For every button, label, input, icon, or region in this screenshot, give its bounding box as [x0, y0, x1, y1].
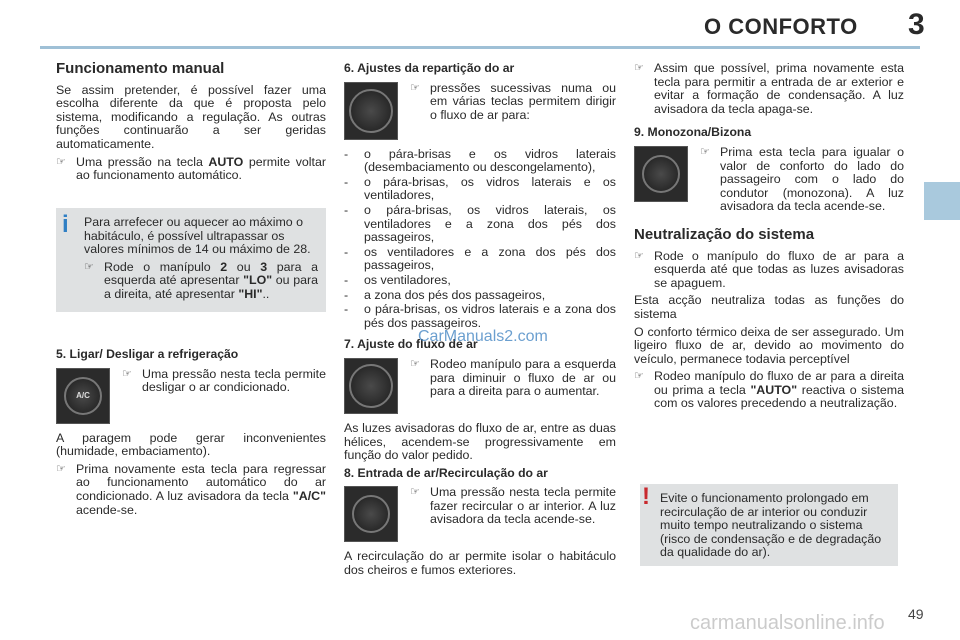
info-text: Para arrefecer ou aquecer ao máximo o habitáculo, é possível ultrapassar os valores mínimos de 14 ou máximo de 28.: [84, 215, 311, 257]
ac-label: A/C: [76, 390, 90, 400]
ac-control: A/C ☞ Uma pressão nesta tecla permite desligar o ar condicionado.: [56, 368, 326, 424]
list-item: - os ventiladores e a zona dos pés dos passageiros,: [344, 244, 616, 273]
header-rule: [40, 46, 920, 49]
air-flow-control: ☞ Rodeo manípulo para a esquerda para diminuir o fluxo de ar ou para a direita para o aumentar.: [344, 358, 616, 414]
monozone-control: ☞ Prima esta tecla para igualar o valor de conforto do lado do passageiro com o lado do condutor (monozona). A luz avisadora da tecla acende-se.: [634, 146, 904, 218]
air-flow-knob-image: [344, 358, 398, 414]
list-item: - a zona dos pés dos passageiros,: [344, 287, 546, 302]
air-distribution-image: [344, 82, 398, 140]
section-title-neutralization: Neutralização do sistema: [634, 225, 815, 243]
pointer-icon: ☞: [634, 249, 644, 262]
page-number: 49: [908, 606, 924, 622]
air-flow-paragraph: As luzes avisadoras do fluxo de ar, entre as duas hélices, acendem-se progressivamente em função do valor pedido.: [344, 420, 616, 463]
section-9-title: 9. Monozona/Bizona: [634, 125, 752, 140]
ac-button-image: [56, 368, 110, 424]
section-8-title: 8. Entrada de ar/Recirculação do ar: [344, 465, 548, 480]
pointer-icon: ☞: [122, 367, 132, 380]
column-1-lower: [56, 340, 326, 521]
ac-paragraph: A paragem pode gerar inconvenientes (humidade, embaciamento).: [56, 430, 326, 459]
info-bullet: ☞ Rode o manípulo 2 ou 3 para a esquerda até apresentar "LO" ou para a direita, até apresentar "HI"..: [84, 259, 319, 301]
recirculation-button-image: [344, 486, 398, 542]
pointer-icon: ☞: [410, 486, 420, 499]
section-5-title: 5. Ligar/ Desligar a refrigeração: [56, 347, 239, 361]
bullet-reactivate: ☞ Rodeo manípulo do fluxo de ar para a direita ou prima a tecla "AUTO" reactiva o sistema com os valores precedendo a neutralização.: [634, 369, 904, 411]
air-distribution-list: [344, 148, 616, 331]
pointer-icon: ☞: [634, 62, 644, 74]
watermark-mid: CarManuals2.com: [418, 328, 548, 345]
pointer-icon: ☞: [700, 145, 710, 158]
section-6-title: 6. Ajustes da repartição do ar: [344, 61, 515, 75]
column-3: [634, 62, 904, 415]
bullet-recirc-off: ☞ Assim que possível, prima novamente esta tecla para permitir a entrada de ar exterior e evitar a formação de condensação. A luz avisadora da tecla apaga-se.: [634, 61, 904, 116]
list-item: - os ventiladores,: [344, 272, 451, 287]
list-item: - o pára-brisas e os vidros laterais (desembaciamento ou descongelamento),: [344, 146, 616, 175]
list-item: - o pára-brisas, os vidros laterais e os ventiladores,: [344, 174, 616, 203]
section-7-title: 7. Ajuste do fluxo de ar: [344, 337, 478, 352]
warning-box: [640, 484, 898, 566]
pointer-icon: ☞: [410, 81, 420, 94]
pointer-icon: ☞: [56, 462, 66, 475]
bullet-neutralize: ☞ Rode o manípulo do fluxo de ar para a esquerda até que todas as luzes avisadoras se apaguem.: [634, 248, 904, 290]
bullet-auto: ☞ Uma pressão na tecla AUTO permite voltar ao funcionamento automático.: [56, 154, 326, 183]
chapter-title: O CONFORTO: [704, 14, 858, 39]
column-1: [56, 62, 326, 187]
info-box: [56, 208, 326, 312]
chapter-tab: [924, 182, 960, 220]
chapter-number: 3: [908, 8, 925, 41]
info-icon: i: [62, 211, 69, 238]
neutralize-paragraph-1: Esta acção neutraliza todas as funções do sistema: [634, 293, 904, 321]
column-2: [344, 62, 616, 581]
warning-text: Evite o funcionamento prolongado em recirculação de ar interior ou conduzir muito tempo neutralizando o sistema (risco de condensação e de degradação da qualidade do ar).: [660, 491, 882, 560]
list-item: - o pára-brisas, os vidros laterais e a zona dos pés dos passageiros.: [344, 302, 616, 330]
monozone-button-image: [634, 146, 688, 202]
neutralize-paragraph-2: O conforto térmico deixa de ser assegurado. Um ligeiro fluxo de ar, devido ao movimento do veículo, permanece todavia perceptível: [634, 324, 904, 366]
section-title-manual: Funcionamento manual: [56, 60, 225, 77]
bullet-ac-again: ☞ Prima novamente esta tecla para regressar ao funcionamento automático do ar condicionado. A luz avisadora da tecla "A/C" acende-se.: [56, 461, 326, 517]
pointer-icon: ☞: [410, 357, 420, 370]
recirculation-control: ☞ Uma pressão nesta tecla permite fazer recircular o ar interior. A luz avisadora da tecla acende-se.: [344, 486, 616, 542]
recirculation-paragraph: A recirculação do ar permite isolar o habitáculo dos cheiros e fumos exteriores.: [344, 549, 616, 577]
pointer-icon: ☞: [634, 370, 644, 383]
intro-paragraph: Se assim pretender, é possível fazer uma escolha diferente da que é proposta pelo sistema, modificando a regulação. As outras funções continuarão a ser geridas automaticamente.: [56, 82, 326, 151]
pointer-icon: ☞: [84, 260, 94, 273]
watermark-footer: carmanualsonline.info: [690, 612, 885, 634]
pointer-icon: ☞: [56, 155, 66, 168]
warning-icon: !: [642, 483, 650, 510]
list-item: - o pára-brisas, os vidros laterais, os ventiladores e a zona dos pés dos passageiros,: [344, 202, 616, 245]
air-distribution-control: ☞ pressões sucessivas numa ou em várias teclas permitem dirigir o fluxo de ar para:: [344, 82, 616, 140]
